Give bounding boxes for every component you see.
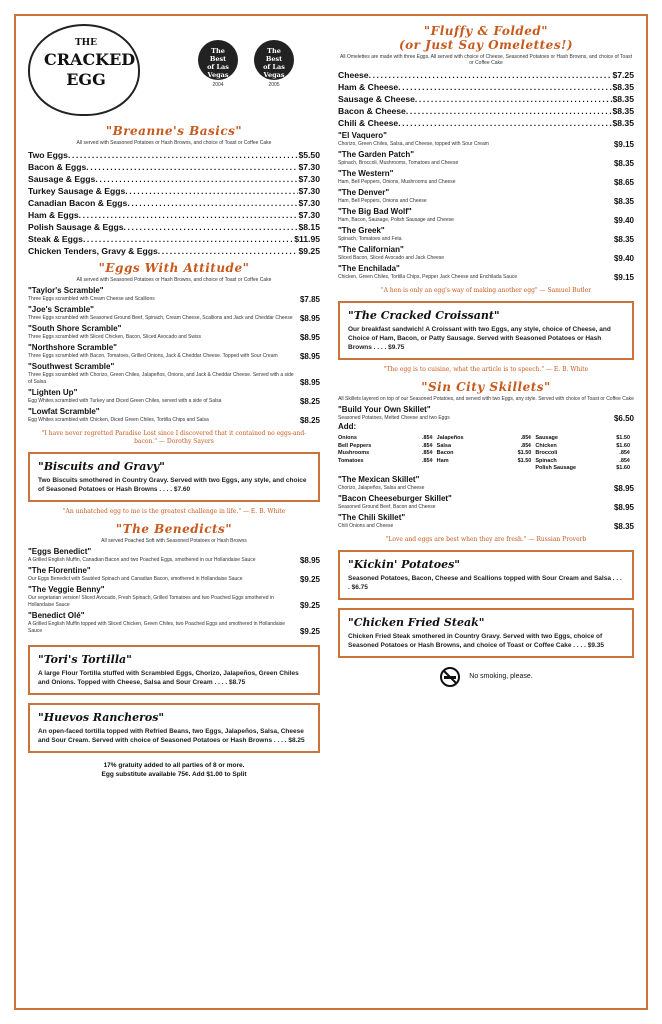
menu-item (338, 131, 634, 148)
item-name: "South Shore Scramble" (28, 324, 122, 333)
addon-row (535, 450, 634, 458)
item-detail (338, 179, 634, 186)
item-desc: Chorizo, Jalapeños, Salsa and Cheese (338, 484, 425, 491)
menu-line (28, 209, 320, 221)
addon-price: .85¢ (520, 442, 532, 449)
item-price: $8.95 (613, 483, 634, 493)
addon-row (437, 443, 536, 451)
skillets-subtitle: All Skillets layered on top of our Seasoned Potatoes, and served with two Eggs, any style. Served with choice of Toast or Coffee Cake (338, 396, 634, 402)
item-name: "Lighten Up" (28, 388, 78, 397)
dot-leader (415, 93, 613, 105)
attitude-list (28, 286, 320, 424)
item-name: "Eggs Benedict" (28, 547, 92, 556)
item-name: Cheese (338, 70, 369, 80)
attitude-subtitle: All served with Seasoned Potatoes or Hash Browns, and choice of Toast or Coffee Cake (76, 277, 272, 283)
dot-leader (125, 185, 298, 197)
menu-item (338, 494, 634, 511)
menu-line (28, 185, 320, 197)
cracked-egg-logo (28, 24, 140, 116)
logo-egg: EGG (66, 70, 106, 89)
award-year-2004: 2004 (212, 82, 224, 88)
item-detail (338, 198, 634, 205)
tori-title: "Tori's Tortilla" (38, 653, 132, 666)
item-price: $8.35 (612, 106, 634, 116)
byo-name: "Build Your Own Skillet" (338, 405, 431, 414)
item-detail (338, 274, 634, 281)
item-detail (28, 576, 320, 583)
menu-item (338, 264, 634, 281)
addon-row (437, 458, 536, 466)
menu-item (28, 566, 320, 583)
addon-price: $1.60 (616, 465, 631, 471)
item-name: Polish Sausage & Eggs (28, 222, 124, 232)
item-desc: Seasoned Ground Beef, Bacon and Cheese (338, 503, 436, 510)
addon-price: $1.60 (616, 442, 631, 449)
menu-line (338, 93, 634, 105)
item-price: $7.25 (612, 70, 634, 80)
item-name: "The Veggie Benny" (28, 585, 105, 594)
quote-proverb: "Love and eggs are best when they are fresh." — Russian Proverb (385, 535, 587, 543)
fluffy-title-2: (or Just Say Omelettes!) (398, 38, 574, 52)
substitute-note: Egg substitute available 75¢. Add $1.00 to Split (101, 771, 247, 778)
no-smoking-area (338, 666, 634, 688)
menu-line (338, 117, 634, 129)
item-detail (28, 557, 320, 564)
item-name: "The Western" (338, 169, 394, 178)
item-name: "Northshore Scramble" (28, 343, 117, 352)
item-name: "The Garden Patch" (338, 150, 415, 159)
breanne-subtitle: All served with Seasoned Potatoes or Hash Browns, and choice of Toast or Coffee Cake (76, 140, 272, 146)
item-price: $9.15 (613, 273, 634, 282)
breanne-list (28, 149, 320, 257)
addon-name: Mushrooms (338, 450, 370, 456)
item-name: Ham & Cheese (338, 82, 399, 92)
croissant-title: "The Cracked Croissant" (348, 309, 500, 322)
item-price: $8.35 (613, 197, 634, 206)
addon-name: Spinach (535, 457, 557, 464)
item-price: $8.35 (613, 521, 634, 531)
item-name: Bacon & Eggs (28, 162, 87, 172)
addon-column (338, 435, 437, 473)
addon-name: Bell Peppers (338, 442, 372, 449)
menu-line (28, 233, 320, 245)
item-desc: Three Eggs scrambled with Cream Cheese and Scallions (28, 296, 155, 302)
logo-the: THE (74, 38, 98, 48)
item-name: Turkey Sausage & Eggs (28, 186, 126, 196)
addon-name: Chicken (535, 442, 557, 449)
item-price: $8.95 (299, 314, 320, 323)
quote-butler: "A hen is only an egg's way of making another egg" — Samuel Butler (380, 287, 592, 294)
huevos-box: "Huevos Rancheros" An open-faced tortilla topped with Refried Beans, two Eggs, Jalapeños, Salsa, Cheese and Sour Cream. Served with choice of Seasoned Potatoes or Hash Browns . . . . $8.25 (28, 703, 320, 753)
addon-row (338, 458, 437, 466)
item-desc: Spinach, Tomatoes and Feta (338, 236, 402, 242)
croissant-box: "The Cracked Croissant" Our breakfast sandwich! A Croissant with two Eggs, any style, choice of Cheese, and Choice of Ham, Bacon, or Patty Sausage. Served with Seasoned Potatoes or Hash Browns . . . . $9.75 (338, 301, 634, 360)
logo-cracked: CRACKED (44, 50, 136, 69)
menu-item (338, 513, 634, 530)
menu-item (338, 188, 634, 205)
item-price: $7.30 (298, 186, 320, 196)
addon-row (437, 450, 536, 458)
award-seal-2004: The Best of Las Vegas (198, 40, 238, 80)
item-name: "The Chili Skillet" (338, 512, 406, 522)
award-seal-2005: The Best of Las Vegas (254, 40, 294, 80)
addon-price: $1.50 (517, 450, 532, 456)
byo-skillet (338, 405, 634, 432)
item-desc: Ham, Bell Peppers, Onions, Mushrooms and Cheese (338, 179, 456, 185)
menu-item (338, 226, 634, 243)
item-desc: Our Eggs Benedict with Sautéed Spinach and Canadian Bacon, smothered in Hollandaise Sauce (28, 576, 243, 582)
item-price: $7.30 (298, 210, 320, 220)
dot-leader (369, 69, 613, 81)
item-name: "Lowfat Scramble" (28, 407, 100, 416)
item-detail (28, 353, 320, 360)
potatoes-title: "Kickin' Potatoes" (348, 557, 461, 571)
menu-item (28, 585, 320, 609)
item-desc: A Grilled English Muffin topped with Sliced Chicken, Green Chiles, two Poached Eggs and smothered in Hollandaise Sauce (28, 621, 285, 634)
croissant-desc: Our breakfast sandwich! A Croissant with two Eggs, any style, choice of Cheese, and Choice of Ham, Bacon, or Patty Sausage. Served with Seasoned Potatoes or Hash Browns (348, 326, 611, 351)
huevos-title: "Huevos Rancheros" (38, 711, 165, 724)
item-price: $8.95 (299, 556, 320, 565)
addon-price: $1.50 (616, 435, 631, 441)
footer-left (28, 761, 320, 779)
item-desc: Chorizo, Green Chiles, Salsa, and Cheese, topped with Sour Cream (338, 141, 489, 147)
item-detail (338, 236, 634, 243)
fluffy-title: "Fluffy & Folded" (423, 24, 549, 38)
menu-item (338, 207, 634, 224)
item-desc: Chicken, Green Chiles, Tortilla Chips, Pepper Jack Cheese and Enchilada Sauce (338, 274, 518, 280)
item-price: $8.25 (299, 397, 320, 406)
dot-leader (398, 81, 612, 93)
addon-column (535, 435, 634, 473)
addon-price: .85¢ (421, 435, 433, 441)
huevos-price: $8.25 (288, 737, 305, 744)
chicken-title: "Chicken Fried Steak" (348, 615, 485, 629)
item-price: $9.25 (299, 627, 320, 636)
item-detail (338, 504, 634, 511)
item-name: "El Vaquero" (338, 131, 387, 140)
biscuits-box: "Biscuits and Gravy" Two Biscuits smothered in Country Gravy. Served with two Eggs, any style, and choice of Seasoned Potatoes or Hash Browns . . . . $7.60 (28, 452, 320, 502)
item-detail (28, 621, 320, 635)
addon-row (535, 458, 634, 466)
add-label: Add: (338, 422, 357, 431)
item-desc: A Grilled English Muffin, Canadian Bacon and two Poached Eggs, smothered in our Hollandaise Sauce (28, 557, 256, 563)
item-name: Sausage & Cheese (338, 94, 415, 104)
menu-line (338, 81, 634, 93)
item-detail (28, 398, 320, 405)
potatoes-price: $6.75 (351, 583, 368, 591)
quote-white-1: "An unhatched egg to me is the greatest challenge in life." — E. B. White (62, 508, 286, 515)
item-detail (28, 315, 320, 322)
item-desc: Ham, Bacon, Sausage, Polish Sausage and Cheese (338, 217, 454, 223)
menu-item (28, 305, 320, 322)
dot-leader (79, 209, 299, 221)
menu-line (28, 149, 320, 161)
item-name: "The Greek" (338, 226, 385, 235)
biscuits-title: "Biscuits and Gravy" (38, 460, 165, 473)
item-price: $11.95 (294, 234, 320, 244)
dot-leader (398, 117, 612, 129)
item-desc: Three Eggs scrambled with Seasoned Ground Beef, Spinach, Cream Cheese, Scallions and Jack and Cheddar Cheese (28, 315, 293, 321)
item-price: $8.25 (299, 416, 320, 425)
addon-name: Broccoli (535, 450, 558, 456)
item-price: $9.40 (613, 216, 634, 225)
dot-leader (83, 233, 294, 245)
item-detail (338, 141, 634, 148)
addons-table (338, 435, 634, 473)
menu-item (28, 547, 320, 564)
addon-price: .85¢ (520, 435, 532, 441)
item-price: $8.35 (613, 235, 634, 244)
item-price: $7.30 (298, 174, 320, 184)
addon-name: Tomatoes (338, 457, 364, 464)
item-price: $8.95 (299, 378, 320, 387)
gratuity-note: 17% gratuity added to all parties of 8 or more. (103, 762, 245, 769)
benedicts-subtitle: All served Poached Soft with Seasoned Potatoes or Hash Browns (101, 538, 247, 544)
item-detail (28, 296, 320, 303)
item-desc: Ham, Bell Peppers, Onions and Cheese (338, 198, 427, 204)
fluffy-subtitle: All Omelettes are made with three Eggs. All served with choice of Cheese, Seasoned Potatoes or Hash Browns, and choice of Toast or Coffee Cake (339, 54, 632, 66)
item-desc: Egg Whites scrambled with Chicken, Diced Green Chiles, Tortilla Chips and Salsa (28, 417, 209, 423)
attitude-title: "Eggs With Attitude" (98, 261, 250, 275)
item-name: "Joe's Scramble" (28, 305, 94, 314)
item-price: $5.50 (298, 150, 320, 160)
biscuits-price: $7.60 (173, 486, 191, 493)
menu-line (28, 197, 320, 209)
item-price: $8.35 (612, 82, 634, 92)
item-desc: Sliced Bacon, Sliced Avocado and Jack Cheese (338, 255, 445, 261)
huevos-desc: An open-faced tortilla topped with Refried Beans, two Eggs, Jalapeños, Salsa, Cheese and Sour Cream. Served with choice of Seasoned Potatoes or Hash Browns (38, 728, 304, 744)
dot-leader (158, 245, 299, 257)
item-desc: Three Eggs scrambled with Sliced Chicken, Bacon, Sliced Avocado and Swiss (28, 334, 202, 340)
item-desc: Chili Onions and Cheese (338, 522, 394, 529)
addon-row (338, 435, 437, 443)
dot-leader (86, 161, 298, 173)
addon-name: Onions (338, 435, 357, 441)
item-price: $9.15 (613, 140, 634, 149)
addon-row (338, 443, 437, 451)
left-column (28, 24, 320, 779)
item-price: $7.30 (298, 162, 320, 172)
menu-item (28, 362, 320, 386)
benedicts-list (28, 547, 320, 635)
addon-row (437, 435, 536, 443)
fluffy-list (338, 131, 634, 281)
quote-white-2: "The egg is to cuisine, what the article is to speech." — E. B. White (383, 366, 589, 373)
byo-price: $6.50 (613, 414, 634, 423)
item-desc: Three Eggs scrambled with Chorizo, Green Chiles, Jalapeños, Onions, and Jack & Cheddar Cheese. Served with a side of Salsa (28, 372, 294, 385)
item-price: $9.25 (298, 246, 320, 256)
menu-line (28, 245, 320, 257)
addon-row (535, 435, 634, 443)
potatoes-desc: Seasoned Potatoes, Bacon, Cheese and Scallions topped with Sour Cream and Salsa (348, 574, 611, 582)
menu-line (28, 161, 320, 173)
item-detail (28, 372, 320, 386)
item-name: Chili & Cheese (338, 118, 399, 128)
item-name: "Benedict Olé" (28, 611, 85, 620)
menu-item (28, 388, 320, 405)
item-name: "The Big Bad Wolf" (338, 207, 412, 216)
skillets-title: "Sin City Skillets" (421, 380, 551, 394)
menu-line (28, 221, 320, 233)
item-name: Ham & Eggs (28, 210, 79, 220)
addon-name: Polish Sausage (535, 465, 576, 471)
item-price: $7.30 (298, 198, 320, 208)
item-name: "The Florentine" (28, 566, 91, 575)
menu-item (338, 150, 634, 167)
item-detail (338, 160, 634, 167)
item-desc: Spinach, Broccoli, Mushrooms, Tomatoes and Cheese (338, 160, 459, 166)
menu-item (338, 245, 634, 262)
item-name: "The Mexican Skillet" (338, 474, 420, 484)
addon-row (535, 443, 634, 451)
item-price: $9.25 (299, 601, 320, 610)
menu-item (28, 611, 320, 635)
addon-price: .85¢ (619, 457, 631, 464)
item-detail (338, 485, 634, 492)
item-price: $8.95 (299, 333, 320, 342)
item-price: $8.95 (299, 352, 320, 361)
breanne-title: "Breanne's Basics" (105, 124, 243, 138)
item-name: "Bacon Cheeseburger Skillet" (338, 493, 452, 503)
menu-item (338, 475, 634, 492)
chicken-desc: Chicken Fried Steak smothered in Country Gravy. Served with two Eggs, choice of Seasoned Potatoes or Hash Browns, and choice of Toast or Coffee Cake (348, 632, 603, 649)
item-price: $9.25 (299, 575, 320, 584)
byo-desc: Seasoned Potatoes, Melted Cheese and two Eggs (338, 415, 450, 421)
addon-price: .85¢ (421, 457, 433, 464)
item-desc: Our vegetarian version! Sliced Avocado, Fresh Spinach, Grilled Tomatoes and two Poached Eggs smothered in Hollandaise Sauce (28, 595, 274, 608)
addon-row (535, 465, 634, 473)
dot-leader (127, 197, 298, 209)
addon-name: Ham (436, 457, 449, 464)
addon-price: .85¢ (421, 442, 433, 449)
menu-line (338, 69, 634, 81)
addon-name: Jalapeños (436, 435, 464, 441)
addon-price: .85¢ (421, 450, 433, 456)
item-name: "The Californian" (338, 245, 404, 254)
item-detail (28, 595, 320, 609)
item-name: Canadian Bacon & Eggs (28, 198, 128, 208)
item-price: $7.85 (299, 295, 320, 304)
addon-price: .85¢ (619, 450, 631, 456)
potatoes-box: "Kickin' Potatoes" Seasoned Potatoes, Bacon, Cheese and Scallions topped with Sour Cream and Salsa . . . . $6.75 (338, 550, 634, 600)
tori-desc: A large Flour Tortilla stuffed with Scrambled Eggs, Chorizo, Jalapeños, Green Chiles and Onions. Topped with Cheese, Salsa and Sour Cream (38, 670, 299, 686)
dot-leader (68, 149, 299, 161)
menu-item (338, 169, 634, 186)
quote-sayers: "I have never regretted Paradise Lost since I discovered that it contained no eggs-and-bacon." — Dorothy Sayers (41, 430, 307, 445)
item-price: $9.40 (613, 254, 634, 263)
item-price: $8.35 (612, 94, 634, 104)
menu-item (28, 286, 320, 303)
tori-box: "Tori's Tortilla" A large Flour Tortilla stuffed with Scrambled Eggs, Chorizo, Jalapeños, Green Chiles and Onions. Topped with Cheese, Salsa and Sour Cream . . . . $8.75 (28, 645, 320, 695)
tori-price: $8.75 (228, 679, 246, 686)
no-smoking-text: No smoking, please. (469, 673, 533, 680)
item-detail (338, 255, 634, 262)
chicken-box: "Chicken Fried Steak" Chicken Fried Steak smothered in Country Gravy. Served with two Eggs, choice of Seasoned Potatoes or Hash Browns, and choice of Toast or Coffee Cake . . . . $9.35 (338, 608, 634, 658)
dot-leader (95, 173, 298, 185)
item-name: Chicken Tenders, Gravy & Eggs (28, 246, 158, 256)
item-name: Two Eggs (28, 150, 68, 160)
addon-row (338, 450, 437, 458)
item-name: Steak & Eggs (28, 234, 83, 244)
biscuits-desc: Two Biscuits smothered in Country Gravy. Served with two Eggs, any style, and choice of Seasoned Potatoes or Hash Browns (38, 477, 307, 493)
fluffy-basics-list (338, 69, 634, 129)
item-name: "The Denver" (338, 188, 390, 197)
menu-item (28, 343, 320, 360)
item-name: "The Enchilada" (338, 264, 400, 273)
item-price: $8.35 (612, 118, 634, 128)
item-detail (28, 334, 320, 341)
chicken-price: $9.35 (587, 641, 605, 649)
item-name: Sausage & Eggs (28, 174, 96, 184)
skillets-list (338, 475, 634, 530)
addon-column (437, 435, 536, 473)
item-detail (28, 417, 320, 424)
no-smoking-icon (439, 666, 461, 688)
item-name: Bacon & Cheese (338, 106, 406, 116)
dot-leader (124, 221, 299, 233)
menu-item (28, 407, 320, 424)
item-detail (338, 217, 634, 224)
right-column (338, 24, 634, 688)
award-year-2005: 2005 (268, 82, 280, 88)
addon-price: $1.50 (517, 457, 532, 464)
addon-name: Bacon (436, 450, 454, 456)
addon-name: Sausage (535, 435, 558, 441)
item-price: $8.35 (613, 159, 634, 168)
item-name: "Taylor's Scramble" (28, 286, 104, 295)
croissant-price: $9.75 (388, 344, 405, 351)
menu-line (338, 105, 634, 117)
item-desc: Egg Whites scrambled with Turkey and Diced Green Chiles, served with a side of Salsa (28, 398, 222, 404)
benedicts-title: "The Benedicts" (115, 522, 233, 536)
addon-name: Salsa (436, 442, 452, 449)
logo-area (28, 24, 320, 124)
item-price: $8.95 (613, 502, 634, 512)
item-price: $8.15 (298, 222, 320, 232)
menu-line (28, 173, 320, 185)
item-desc: Three Eggs scrambled with Bacon, Tomatoes, Grilled Onions, Jack & Cheddar Cheese. Topped with Sour Cream (28, 353, 278, 359)
item-name: "Southwest Scramble" (28, 362, 115, 371)
menu-item (28, 324, 320, 341)
item-price: $8.65 (613, 178, 634, 187)
dot-leader (406, 105, 613, 117)
item-detail (338, 523, 634, 530)
